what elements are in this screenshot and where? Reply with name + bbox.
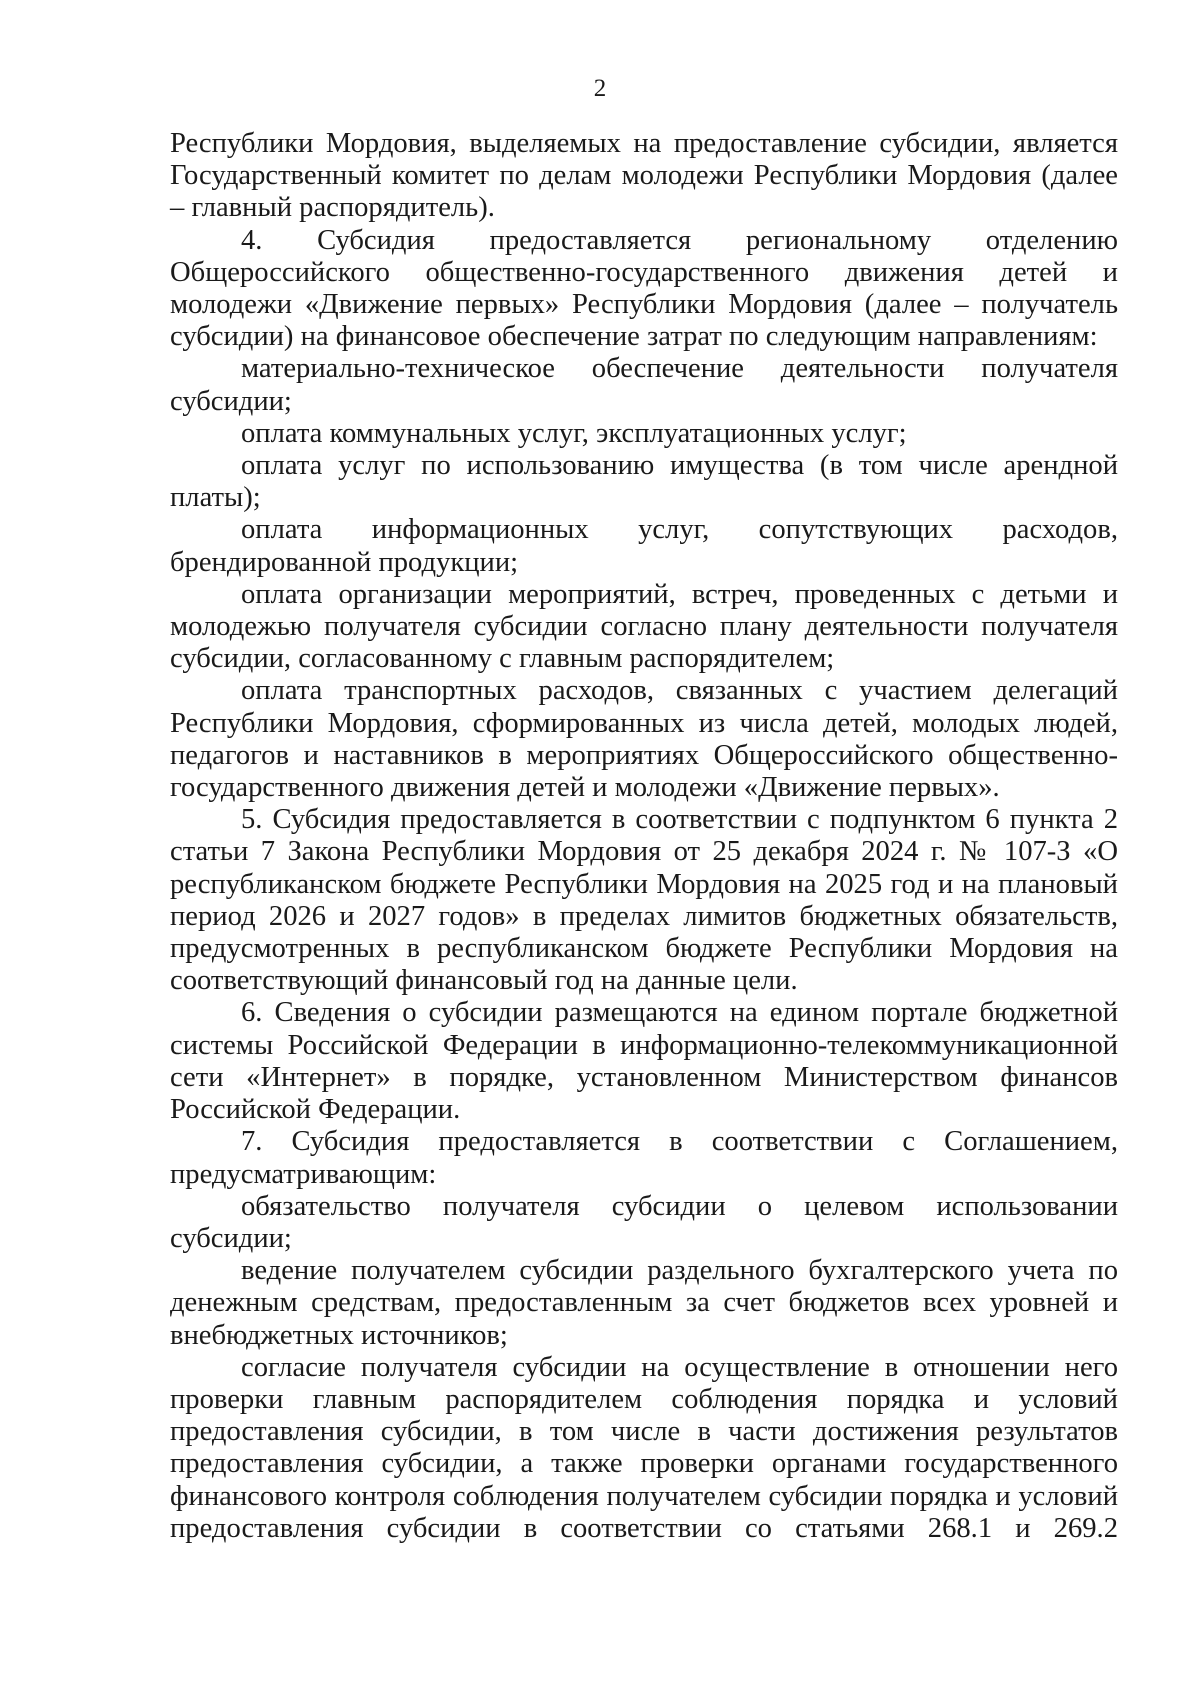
page-number: 2	[593, 75, 607, 102]
list-item-events: оплата организации мероприятий, встреч, проведенных с детьми и молодежью получателя субсидии согласно плану деятельности получателя субсидии, согласованному с главным распорядителем;	[170, 578, 1118, 675]
paragraph-item-6: 6. Сведения о субсидии размещаются на едином портале бюджетной системы Российской Федерации в информационно-телекоммуникационной сети «Интернет» в порядке, установленном Министерством финансов Российской Федерации.	[170, 997, 1118, 1126]
list-item-transport: оплата транспортных расходов, связанных с участием делегаций Республики Мордовия, сформированных из числа детей, молодых людей, педагогов и наставников в мероприятиях Общероссийского общественно-государственного движения детей и молодежи «Движение первых».	[170, 675, 1118, 804]
paragraph-continuation: Республики Мордовия, выделяемых на предоставление субсидии, является Государственный комитет по делам молодежи Республики Мордовия (далее – главный распорядитель).	[170, 128, 1118, 224]
list-item-separate-accounting: ведение получателем субсидии раздельного бухгалтерского учета по денежным средствам, предоставленным за счет бюджетов всех уровней и внебюджетных источников;	[170, 1255, 1118, 1351]
list-item-utilities: оплата коммунальных услуг, эксплуатационных услуг;	[241, 417, 907, 449]
list-item-material-support: материально-техническое обеспечение деятельности получателя субсидии;	[170, 353, 1118, 417]
list-item-property-use: оплата услуг по использованию имущества (в том числе арендной платы);	[170, 450, 1118, 514]
paragraph-item-7: 7. Субсидия предоставляется в соответствии с Соглашением, предусматривающим:	[170, 1126, 1118, 1190]
list-item-targeted-use: обязательство получателя субсидии о целевом использовании субсидии;	[170, 1190, 1118, 1254]
list-item-inspection-consent: согласие получателя субсидии на осуществление в отношении него проверки главным распорядителем соблюдения порядка и условий предоставления субсидии, в том числе в части достижения результатов предоставления субсидии, а также проверки органами государственного финансового контроля соблюдения получателем субсидии порядка и условий предоставления субсидии в соответствии со статьями 268.1 и 269.2	[170, 1351, 1118, 1544]
paragraph-item-4: 4. Субсидия предоставляется региональному отделению Общероссийского общественно-государственного движения детей и молодежи «Движение первых» Республики Мордовия (далее – получатель субсидии) на финансовое обеспечение затрат по следующим направлениям:	[170, 224, 1118, 353]
paragraph-item-5: 5. Субсидия предоставляется в соответствии с подпунктом 6 пункта 2 статьи 7 Закона Республики Мордовия от 25 декабря 2024 г. № 107-З «О республиканском бюджете Республики Мордовия на 2025 год и на плановый период 2026 и 2027 годов» в пределах лимитов бюджетных обязательств, предусмотренных в республиканском бюджете Республики Мордовия на соответствующий финансовый год на данные цели.	[170, 804, 1118, 997]
list-item-information-services: оплата информационных услуг, сопутствующих расходов, брендированной продукции;	[170, 514, 1118, 578]
document-body	[170, 128, 1118, 1545]
